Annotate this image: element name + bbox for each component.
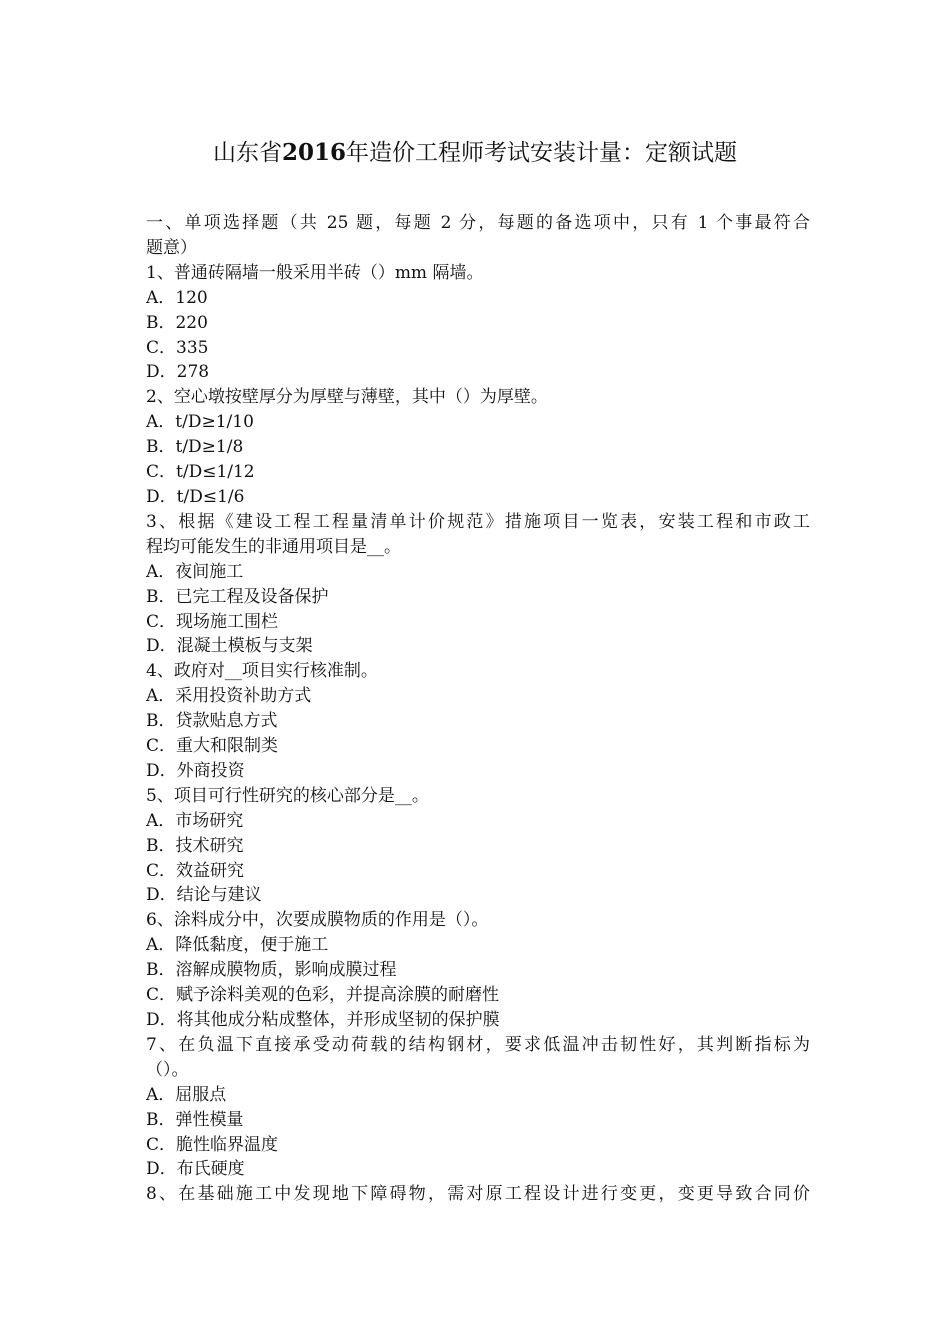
question-2-option: A．t/D≥1/10 bbox=[146, 412, 254, 433]
page-title bbox=[0, 136, 950, 170]
question-1-option: D．278 bbox=[146, 362, 210, 383]
question-5-stem: 5、项目可行性研究的核心部分是__。 bbox=[146, 785, 429, 806]
question-3-stem: 程均可能发生的非通用项目是__。 bbox=[146, 536, 401, 557]
question-3-option: A．夜间施工 bbox=[146, 561, 244, 582]
question-5-option: C．效益研究 bbox=[146, 860, 245, 881]
question-5-option: B．技术研究 bbox=[146, 835, 244, 856]
question-7-option: B．弹性模量 bbox=[146, 1109, 244, 1130]
question-3-stem: 3、根据《建设工程工程量清单计价规范》措施项目一览表，安装工程和市政工 bbox=[146, 511, 810, 532]
question-5-option: A．市场研究 bbox=[146, 810, 244, 831]
question-1-option: C．335 bbox=[146, 337, 209, 358]
title-suffix: 年造价工程师考试安装计量：定额试题 bbox=[346, 140, 737, 166]
question-4-option: D．外商投资 bbox=[146, 760, 245, 781]
question-6-option: C．赋予涂料美观的色彩，并提高涂膜的耐磨性 bbox=[146, 985, 500, 1006]
question-3-option: C．现场施工围栏 bbox=[146, 611, 279, 632]
question-1-option: B．220 bbox=[146, 312, 208, 333]
question-4-option: C．重大和限制类 bbox=[146, 736, 279, 757]
section-heading-line-2: 题意） bbox=[146, 237, 197, 258]
question-6-option: A．降低黏度，便于施工 bbox=[146, 935, 329, 956]
question-7-stem: （）。 bbox=[146, 1059, 189, 1080]
question-1-option: A．120 bbox=[146, 287, 208, 308]
document-body bbox=[146, 211, 810, 1207]
question-2-option: C．t/D≤1/12 bbox=[146, 462, 255, 483]
question-8-stem: 8、在基础施工中发现地下障碍物，需对原工程设计进行变更，变更导致合同价 bbox=[146, 1184, 810, 1205]
question-2-option: D．t/D≤1/6 bbox=[146, 486, 245, 507]
question-7-option: A．屈服点 bbox=[146, 1084, 227, 1105]
title-year: 2016 bbox=[281, 139, 346, 166]
question-1-stem: 1、普通砖隔墙一般采用半砖（）mm 隔墙。 bbox=[146, 262, 484, 283]
question-3-option: D．混凝土模板与支架 bbox=[146, 636, 313, 657]
question-6-option: B．溶解成膜物质，影响成膜过程 bbox=[146, 960, 397, 981]
question-6-option: D．将其他成分粘成整体，并形成坚韧的保护膜 bbox=[146, 1010, 500, 1030]
question-4-option: A．采用投资补助方式 bbox=[146, 686, 312, 707]
section-heading-line-1: 一、单项选择题（共 25 题，每题 2 分，每题的备选项中，只有 1 个事最符合 bbox=[146, 213, 810, 233]
question-7-option: D．布氏硬度 bbox=[146, 1159, 245, 1180]
question-4-stem: 4、政府对__项目实行核准制。 bbox=[146, 661, 378, 682]
question-7-option: C．脆性临界温度 bbox=[146, 1134, 279, 1155]
question-7-stem: 7、在负温下直接承受动荷载的结构钢材，要求低温冲击韧性好，其判断指标为 bbox=[146, 1034, 810, 1055]
question-6-stem: 6、涂料成分中，次要成膜物质的作用是（）。 bbox=[146, 910, 489, 931]
question-2-option: B．t/D≥1/8 bbox=[146, 437, 244, 458]
title-prefix: 山东省 bbox=[212, 140, 282, 166]
question-2-stem: 2、空心墩按壁厚分为厚壁与薄壁，其中（）为厚壁。 bbox=[146, 387, 548, 408]
question-5-option: D．结论与建议 bbox=[146, 885, 262, 906]
question-3-option: B．已完工程及设备保护 bbox=[146, 586, 329, 607]
question-4-option: B．贷款贴息方式 bbox=[146, 711, 278, 732]
